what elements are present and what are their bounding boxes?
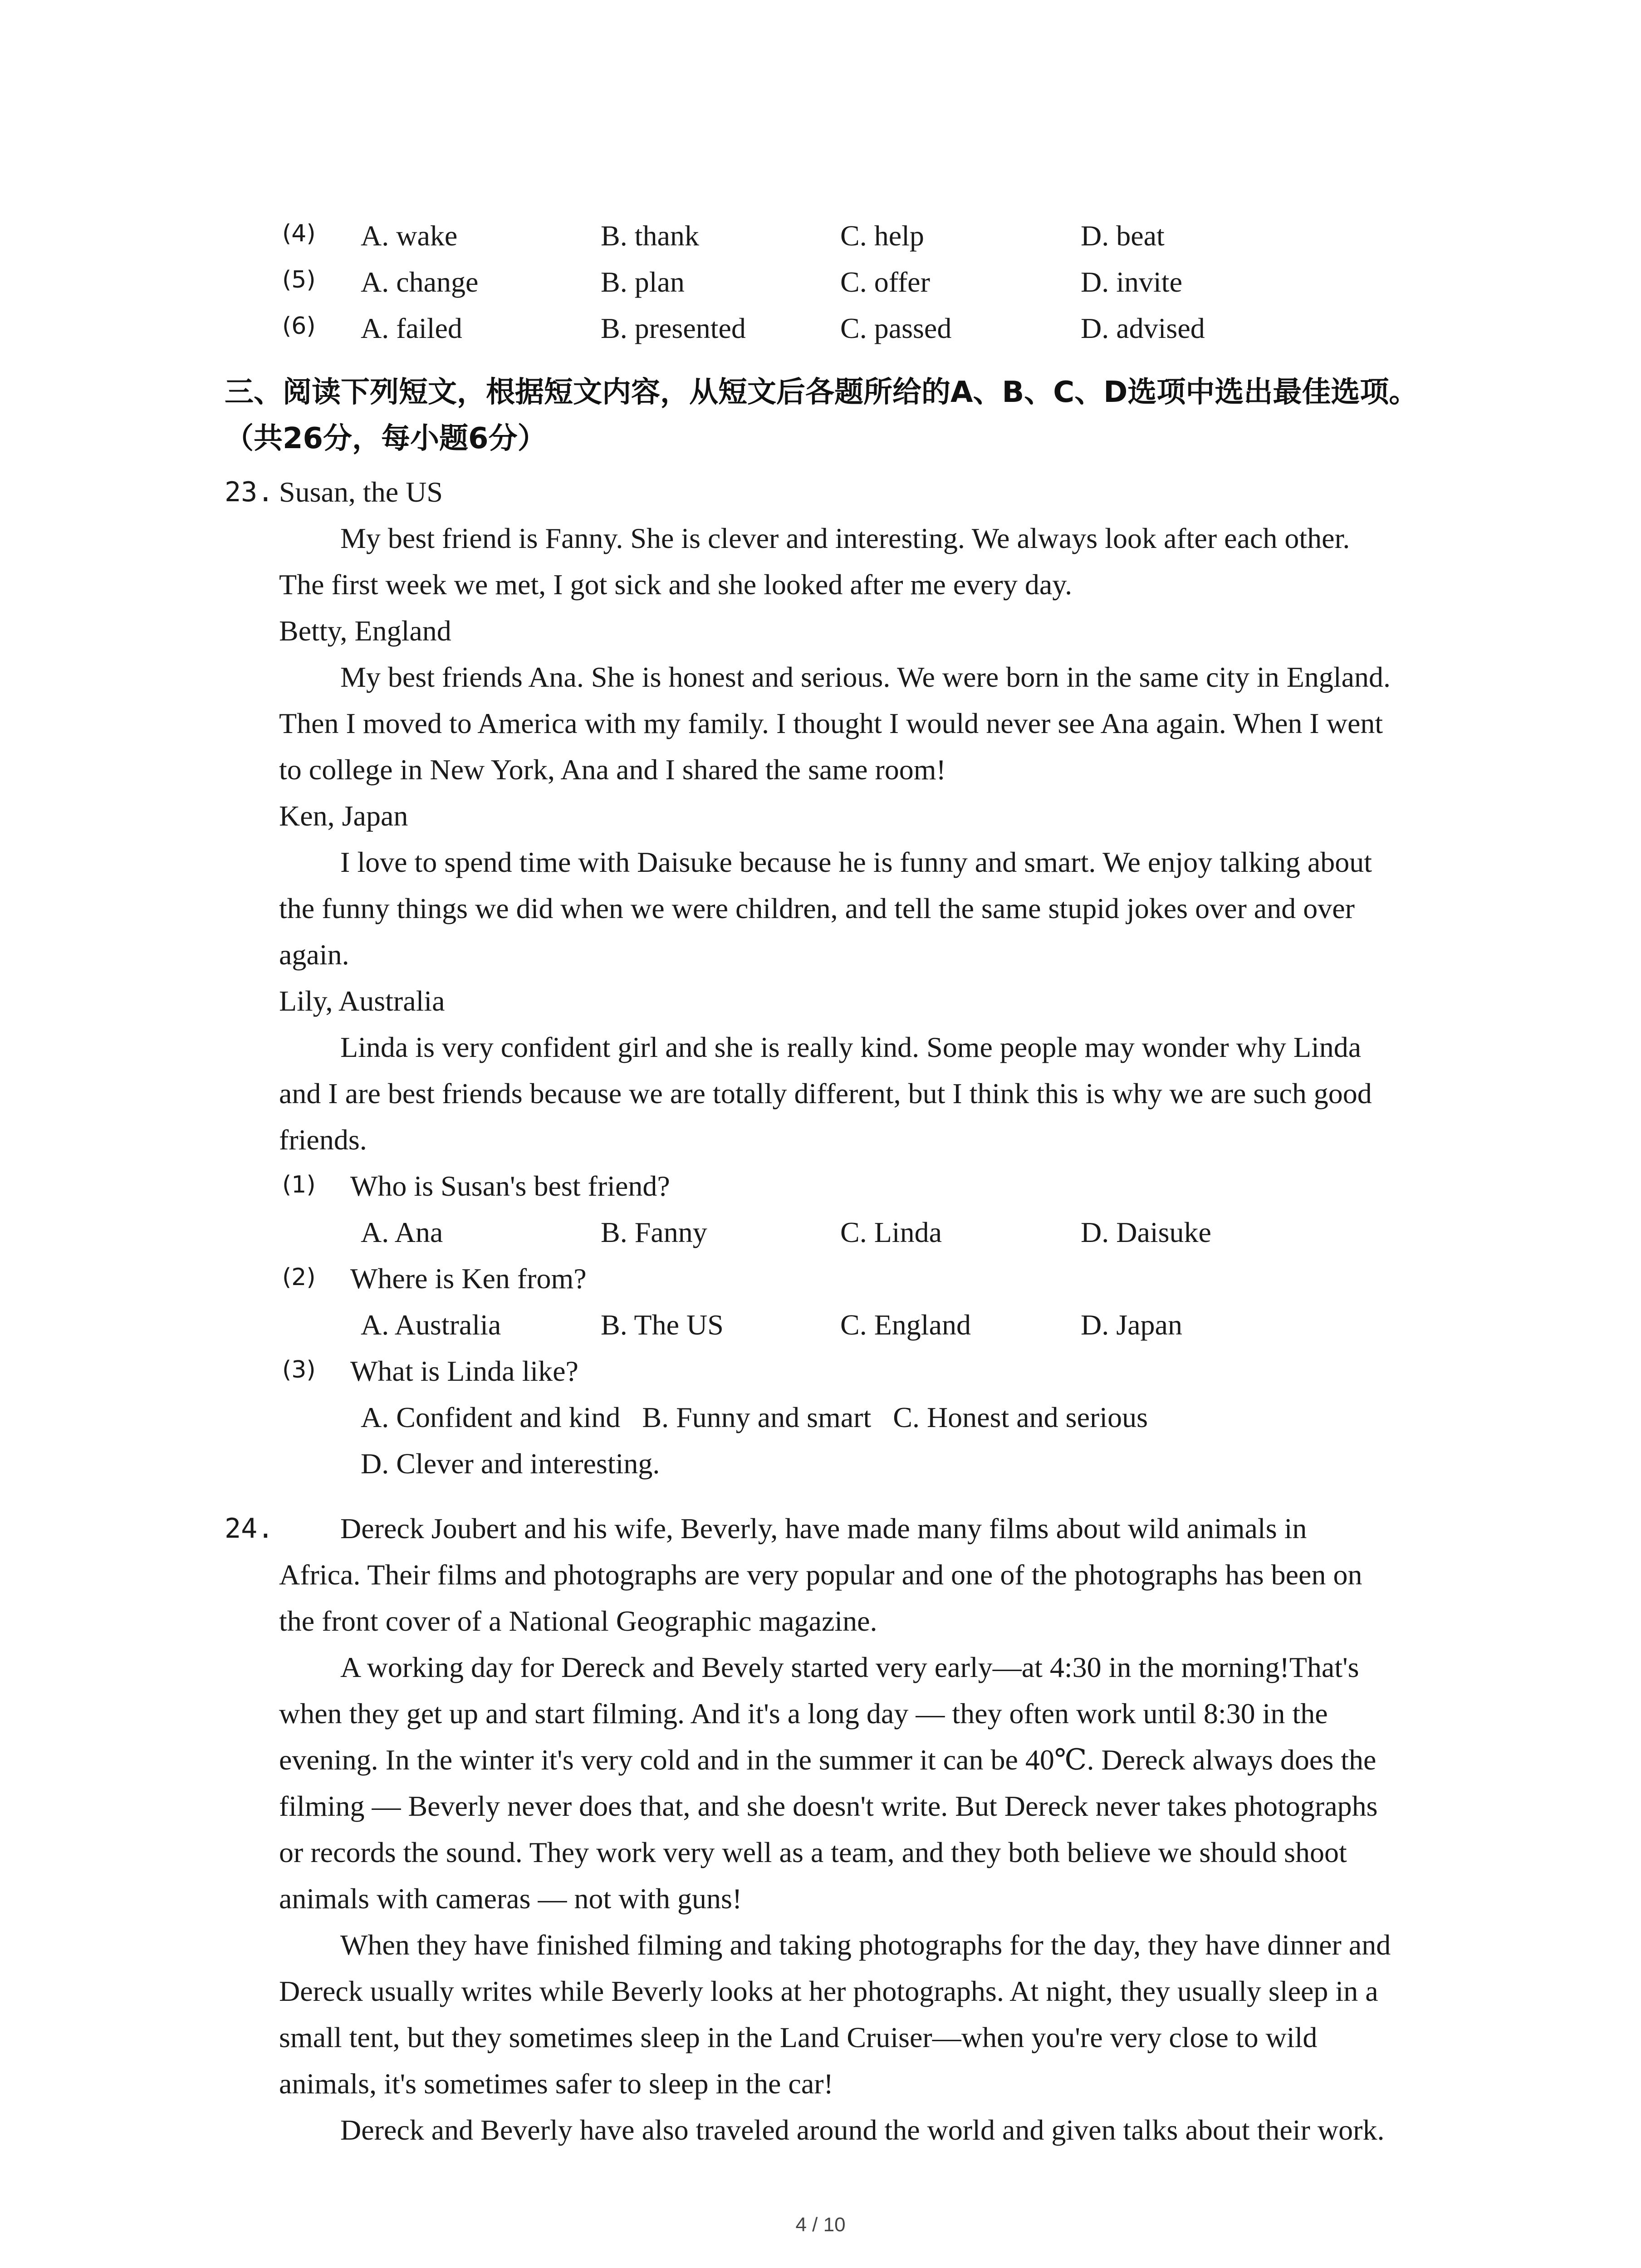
- option-b: B. Fanny: [601, 1216, 707, 1248]
- sub-question-number: (3): [282, 1356, 316, 1383]
- sub-question-text: Who is Susan's best friend?: [350, 1170, 670, 1202]
- passage-line: A working day for Dereck and Bevely started very early—at 4:30 in the morning!That's: [340, 1651, 1359, 1683]
- passage-line: My best friend is Fanny. She is clever and interesting. We always look after each other.: [340, 522, 1350, 554]
- passage-line: when they get up and start filming. And it's a long day — they often work until 8:30 in the: [279, 1697, 1328, 1730]
- passage-line: the funny things we did when we were children, and tell the same stupid jokes over and over: [279, 892, 1355, 924]
- sub-question-number: (1): [282, 1171, 316, 1198]
- option-d: D. Clever and interesting.: [361, 1447, 660, 1480]
- passage-line: Dereck Joubert and his wife, Beverly, have made many films about wild animals in: [340, 1512, 1307, 1545]
- option-b: B. The US: [601, 1309, 724, 1341]
- passage-line: When they have finished filming and taking photographs for the day, they have dinner and: [340, 1929, 1391, 1961]
- passage-line: or records the sound. They work very well as a team, and they both believe we should shoot: [279, 1836, 1347, 1868]
- option-d: D. beat: [1081, 220, 1165, 252]
- question-number: 23.: [225, 476, 274, 508]
- option-d: D. Japan: [1081, 1309, 1182, 1341]
- option-c: C. passed: [840, 312, 952, 344]
- passage-line: and I are best friends because we are totally different, but I think this is why we are such good: [279, 1077, 1372, 1110]
- question-number: 24.: [225, 1513, 274, 1545]
- option-a: A. wake: [361, 220, 458, 252]
- option-b: B. thank: [601, 220, 699, 252]
- option-c: C. England: [840, 1309, 971, 1341]
- passage-line: Susan, the US: [279, 476, 443, 508]
- passage-line: The first week we met, I got sick and she looked after me every day.: [279, 568, 1073, 601]
- passage-line: to college in New York, Ana and I shared the same room!: [279, 753, 946, 786]
- option-c: C. help: [840, 220, 924, 252]
- option-d: D. Daisuke: [1081, 1216, 1211, 1248]
- passage-line: friends.: [279, 1124, 367, 1156]
- passage-line: I love to spend time with Daisuke because he is funny and smart. We enjoy talking about: [340, 846, 1372, 878]
- option-c: C. offer: [840, 266, 930, 298]
- option-b: B. plan: [601, 266, 685, 298]
- option-a: A. change: [361, 266, 479, 298]
- sub-question-number: (2): [282, 1264, 316, 1291]
- passage-line: Linda is very confident girl and she is really kind. Some people may wonder why Linda: [340, 1031, 1362, 1063]
- sub-question-text: What is Linda like?: [350, 1355, 578, 1387]
- passage-line: the front cover of a National Geographic magazine.: [279, 1605, 877, 1637]
- option-b: B. presented: [601, 312, 746, 344]
- option-d: D. advised: [1081, 312, 1205, 344]
- passage-line: small tent, but they sometimes sleep in the Land Cruiser—when you're very close to wild: [279, 2021, 1318, 2053]
- option-d: D. invite: [1081, 266, 1182, 298]
- option-row-num: (6): [282, 313, 316, 340]
- option-c: C. Linda: [840, 1216, 942, 1248]
- passage-line: Ken, Japan: [279, 800, 408, 832]
- option-row-num: (5): [282, 266, 316, 293]
- passage-line: Lily, Australia: [279, 985, 445, 1017]
- options-line: A. Confident and kind B. Funny and smart C. Honest and serious: [361, 1401, 1148, 1433]
- passage-line: evening. In the winter it's very cold and in the summer it can be 40℃. Dereck always does the: [279, 1744, 1376, 1776]
- passage-line: Dereck usually writes while Beverly looks at her photographs. At night, they usually sleep in a: [279, 1975, 1378, 2007]
- option-row-num: (4): [282, 220, 316, 247]
- option-a: A. Australia: [361, 1309, 501, 1341]
- page-number: 4 / 10: [795, 2214, 846, 2236]
- section-heading: 三、阅读下列短文，根据短文内容，从短文后各题所给的A、B、C、D选项中选出最佳选项。: [225, 376, 1418, 409]
- option-a: A. failed: [361, 312, 462, 344]
- passage-line: filming — Beverly never does that, and she doesn't write. But Dereck never takes photographs: [279, 1790, 1378, 1822]
- section-heading-points: （共26分，每小题6分）: [225, 422, 547, 455]
- passage-line: again.: [279, 938, 349, 971]
- passage-line: Africa. Their films and photographs are very popular and one of the photographs has been on: [279, 1559, 1362, 1591]
- sub-question-text: Where is Ken from?: [350, 1262, 587, 1295]
- passage-line: Betty, England: [279, 615, 451, 647]
- passage-line: Then I moved to America with my family. I thought I would never see Ana again. When I went: [279, 707, 1383, 739]
- option-a: A. Ana: [361, 1216, 443, 1248]
- passage-line: animals, it's sometimes safer to sleep in the car!: [279, 2068, 833, 2100]
- passage-line: My best friends Ana. She is honest and serious. We were born in the same city in England.: [340, 661, 1391, 693]
- passage-line: animals with cameras — not with guns!: [279, 1882, 742, 1915]
- passage-line: Dereck and Beverly have also traveled around the world and given talks about their work.: [340, 2114, 1385, 2146]
